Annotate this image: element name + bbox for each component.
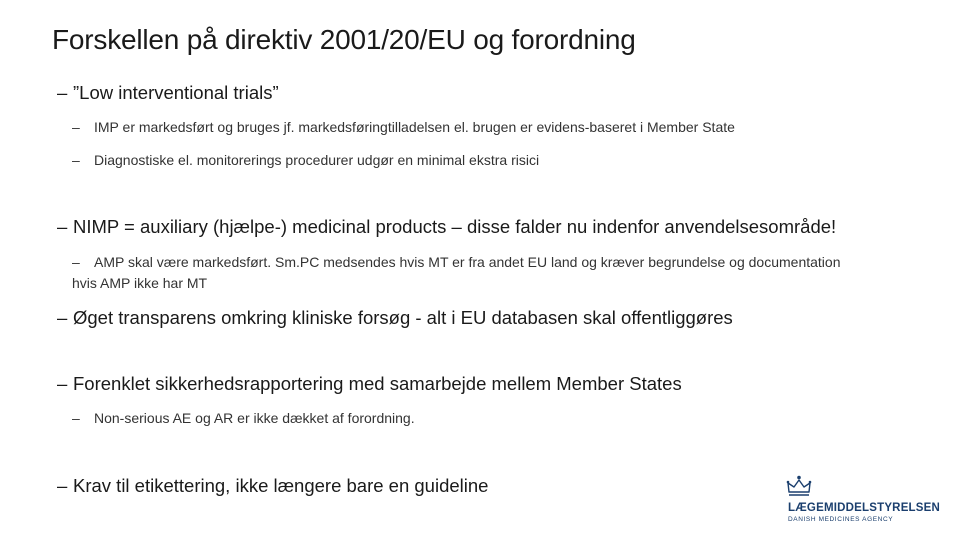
bullet-low-interventional xyxy=(57,82,279,104)
bullet-transparency xyxy=(57,307,733,329)
bullet-text: Forenklet sikkerhedsrapportering med samarbejde mellem Member States xyxy=(73,373,682,394)
bullet-dash: – xyxy=(57,475,68,496)
bullet-text: ”Low interventional trials” xyxy=(73,82,279,103)
bullet-dash: – xyxy=(57,216,68,237)
bullet-dash: – xyxy=(57,82,68,103)
bullet-text: AMP skal være markedsført. Sm.PC medsendes hvis MT er fra andet EU land og kræver begrundelse og documentation hvis AMP ikke har MT xyxy=(72,254,841,291)
bullet-dash: – xyxy=(57,307,68,328)
sub-bullet-imp xyxy=(72,119,735,135)
bullet-dash: – xyxy=(57,373,68,394)
slide-title: Forskellen på direktiv 2001/20/EU og forordning xyxy=(52,24,636,55)
bullet-dash: – xyxy=(72,410,80,426)
bullet-text: Krav til etikettering, ikke længere bare en guideline xyxy=(73,475,489,496)
sub-bullet-diagnostic xyxy=(72,152,539,168)
sub-bullet-amp xyxy=(72,252,852,294)
bullet-nimp xyxy=(57,216,836,238)
bullet-text: Diagnostiske el. monitorerings procedurer udgør en minimal ekstra risici xyxy=(94,152,540,168)
bullet-text: Øget transparens omkring kliniske forsøg - alt i EU databasen skal offentliggøres xyxy=(73,307,733,328)
crown-icon xyxy=(786,475,812,497)
bullet-text: NIMP = auxiliary (hjælpe-) medicinal products – disse falder nu indenfor anvendelsesområde! xyxy=(73,216,837,237)
bullet-dash: – xyxy=(72,152,80,168)
agency-logo xyxy=(786,475,946,525)
sub-bullet-non-serious xyxy=(72,410,415,426)
bullet-safety-reporting xyxy=(57,373,682,395)
bullet-dash: – xyxy=(72,119,80,135)
bullet-text: IMP er markedsført og bruges jf. markedsføringtilladelsen el. brugen er evidens-baseret i Member State xyxy=(94,119,735,135)
bullet-labelling xyxy=(57,475,488,497)
logo-subtitle: DANISH MEDICINES AGENCY xyxy=(788,516,894,523)
bullet-text: Non-serious AE og AR er ikke dækket af forordning. xyxy=(94,410,415,426)
bullet-dash: – xyxy=(72,254,80,270)
logo-name: LÆGEMIDDELSTYRELSEN xyxy=(788,502,941,514)
